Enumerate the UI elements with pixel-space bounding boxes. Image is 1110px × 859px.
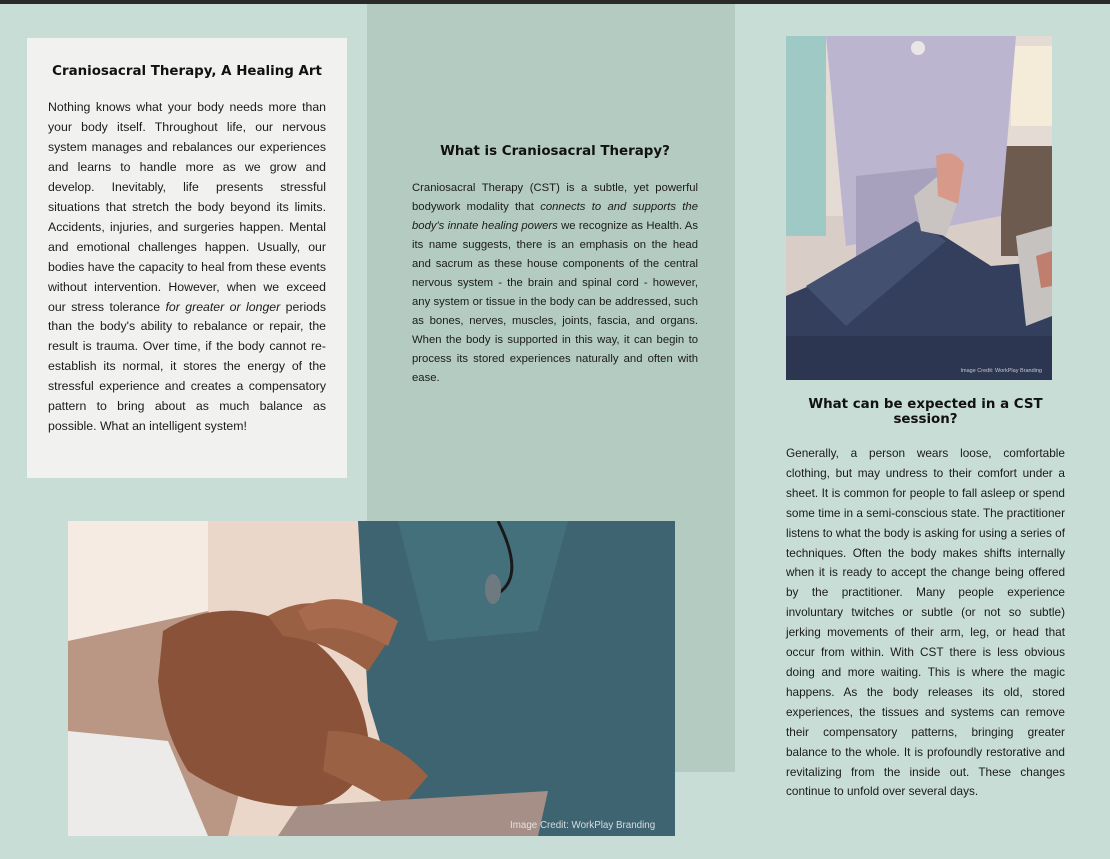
cst-session-heading: What can be expected in a CST session?: [808, 397, 1043, 427]
cst-session-section: [786, 397, 1065, 802]
intro-text-emphasis: for greater or longer: [165, 299, 281, 314]
intro-paragraph: [48, 98, 326, 437]
therapy-head-photo: [68, 521, 675, 836]
what-is-text-part-b: we recognize as Health. As its name suggests, there is an emphasis on the head and sacrum as these house components of the central nervous system - the brain and spinal cord - however, any system or tissue in the body can be addressed, such as bones, nerves, muscles, joints, fascia, and organs. When the body is supported in this way, it can begin to process its stored experiences naturally and often with ease.: [412, 220, 698, 384]
intro-heading: Craniosacral Therapy, A Healing Art: [52, 64, 322, 79]
what-is-cst-section: [412, 144, 698, 388]
intro-card: [27, 38, 347, 478]
bottom-photo-credit: Image Credit: WorkPlay Branding: [510, 820, 656, 831]
what-is-cst-paragraph: [412, 179, 698, 388]
cst-session-paragraph: Generally, a person wears loose, comfortable clothing, but may undress to their comfort under a sheet. It is common for people to fall asleep or spend some time in a semi-conscious state. The practitioner listens to what the body is asking for using a series of techniques. Often the body makes shifts internally when it is ready to accept the change being offered by the practitioner. Many people experience involuntary twitches or subtle (or not so subtle) jerking movements of their arm, leg, or head that occur from within. With CST there is less obvious doing and more waiting. This is where the magic happens. As the body releases its old, stored experiences, the tissues and systems can remove their compensatory patterns, bringing greater balance to the whole. It is profoundly restorative and revitalizing from the inside out. These changes continue to unfold over several days.: [786, 446, 1065, 799]
what-is-text-part-a: Craniosacral Therapy (CST) is a subtle, yet powerful bodywork modality that: [412, 182, 698, 213]
what-is-text-emphasis: connects to and supports the body's innate healing powers: [412, 201, 698, 232]
right-photo-credit: Image Credit: WorkPlay Branding: [960, 368, 1042, 374]
therapy-foot-photo: [786, 36, 1052, 380]
intro-text-part-a: Nothing knows what your body needs more than your body itself. Throughout life, our nervous system manages and rebalances our experiences and learns to handle more as we grow and develop. Inevitably, life presents stressful situations that stretch the body beyond its limits. Accidents, injuries, and surgeries happen. Mental and emotional challenges happen. Usually, our bodies have the capacity to heal from these events without intervention. However, when we exceed our stress tolerance: [48, 100, 326, 314]
what-is-cst-heading: What is Craniosacral Therapy?: [440, 144, 670, 159]
intro-text-part-b: periods than the body's ability to rebalance or repair, the result is trauma. Over time, if the body cannot re-establish its normal, it stores the energy of the stressful experience and creates a compensatory pattern to bring about as much balance as possible. What an intelligent system!: [48, 299, 327, 434]
